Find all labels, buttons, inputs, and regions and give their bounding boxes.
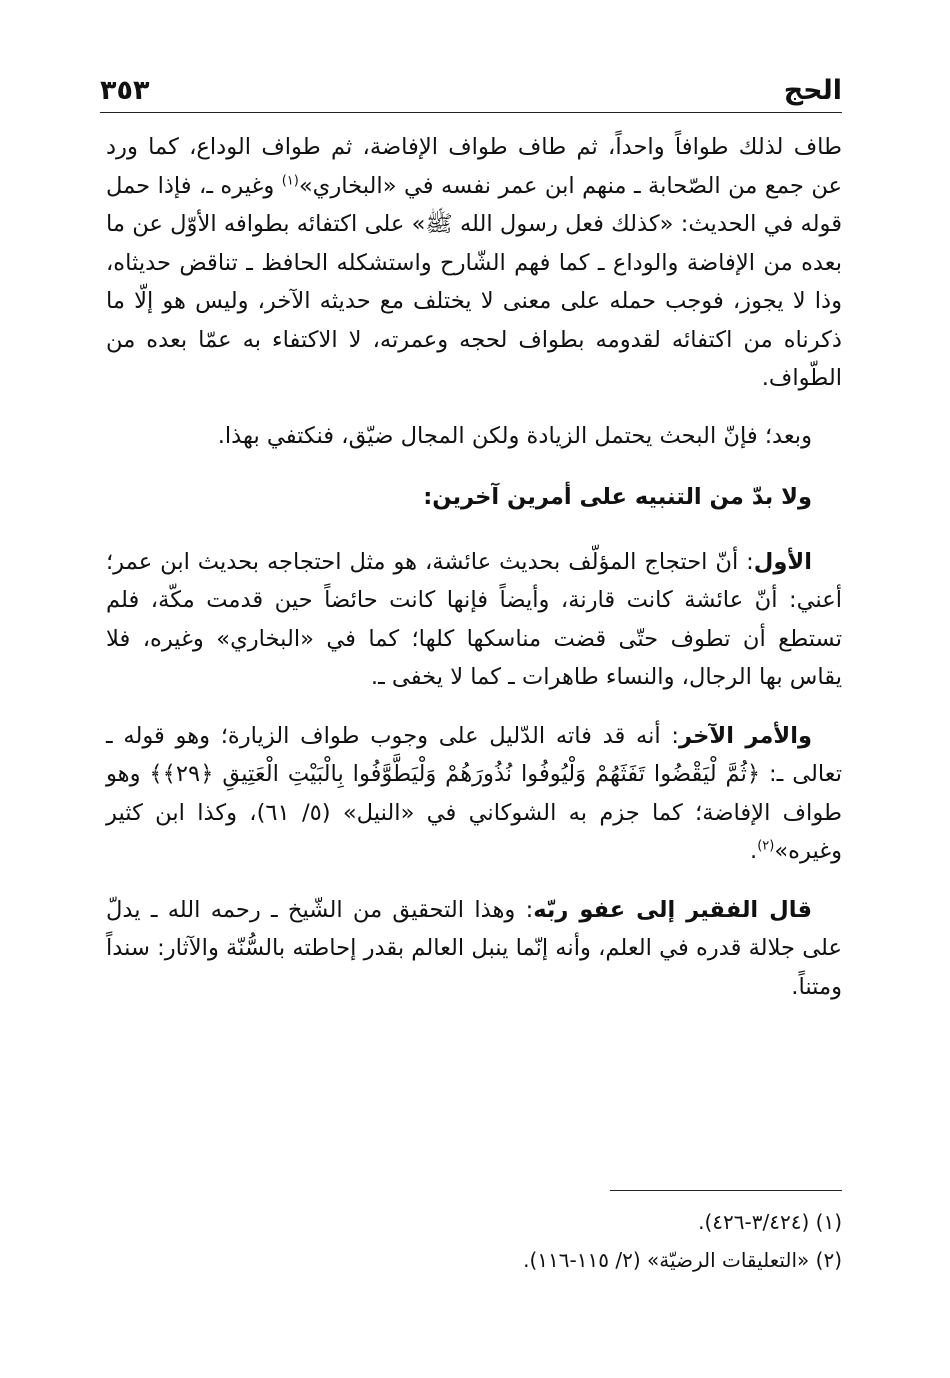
section-heading: ولا بدّ من التنبيه على أمرين آخرين: (423, 484, 812, 510)
paragraph-5-text: : وهذا التحقيق من الشّيخ ـ رحمه الله ـ يدلّ على جلالة قدره في العلم، وأنه إنّما ينبل العالم بقدر إحاطته بالسُّنّة والآثار: سنداً ومتناً. (106, 896, 842, 1000)
paragraph-3-lead: الأول (753, 548, 812, 575)
paragraph-1 (106, 128, 842, 398)
footnote-2: (٢) «التعليقات الرضيّة» (٢/ ١١٥-١١٦). (523, 1248, 842, 1272)
paragraph-4-lead: والأمر الآخر (679, 722, 812, 749)
page-body (106, 128, 842, 1025)
paragraph-1-text-b: وغيره ـ، فإذا حمل قوله في الحديث: «كذلك فعل رسول الله ﷺ» على اكتفائه بطوافه الأوّل عن ما بعده من الإفاضة والوداع ـ كما فهم الشّارح واستشكله الحافظ ـ تناقض حديثاه، وذا لا يجوز، فوجب حمله على معنى لا يختلف مع حديثه الآخر، وليس هو إلّا ما ذكرناه من اكتفائه لقدومه بطواف لحجه وعمرته، لا الاكتفاء به عمّا بعده من الطّواف. (106, 172, 842, 391)
paragraph-5-lead: قال الفقير إلى عفو ربّه (533, 896, 813, 923)
paragraph-4 (106, 717, 842, 871)
paragraph-5 (106, 891, 842, 1007)
paragraph-1-text-a: طاف لذلك طوافاً واحداً، ثم طاف طواف الإفاضة، ثم طواف الوداع، كما ورد عن جمع من الصّحابة ـ منهم ابن عمر نفسه في «البخاري» (106, 134, 842, 199)
chapter-title: الحج (783, 75, 842, 106)
paragraph-2: وبعد؛ فإنّ البحث يحتمل الزيادة ولكن المجال ضيّق، فنكتفي بهذا. (217, 422, 812, 449)
footnote-ref-2: (٢) (757, 838, 775, 854)
footnote-divider (610, 1190, 842, 1191)
paragraph-4-text: : أنه قد فاته الدّليل على وجوب طواف الزيارة؛ وهو قوله ـ تعالى ـ: ﴿ثُمَّ لْيَقْضُوا تَفَثَهُمْ وَلْيُوفُوا نُذُورَهُمْ وَلْيَطَّوَّفُوا بِالْبَيْتِ الْعَتِيقِ ﴿٢٩﴾﴾ وهو طواف الإفاضة؛ كما جزم به الشوكاني في «النيل» (٥/ ٦١)، وكذا ابن كثير وغيره» (106, 722, 842, 864)
page-number: ٣٥٣ (100, 75, 150, 106)
paragraph-3-text: : أنّ احتجاج المؤلّف بحديث عائشة، هو مثل احتجاجه بحديث ابن عمر؛ أعني: أنّ عائشة كانت قارنة، وأيضاً فإنها كانت حائضاً حين قدمت مكّة، فلم تستطع أن تطوف حتّى قضت مناسكها كلها؛ كما في «البخاري» وغيره، فلا يقاس بها الرجال، والنساء طاهرات ـ كما لا يخفى ـ. (106, 548, 842, 690)
paragraph-4-end: . (750, 838, 758, 864)
footnote-ref-1: (١) (281, 172, 299, 188)
footnotes (106, 1203, 842, 1279)
paragraph-3 (106, 543, 842, 697)
page-header (100, 66, 842, 113)
footnote-1: (١) (٣/٤٢٤-٤٢٦). (698, 1210, 842, 1234)
